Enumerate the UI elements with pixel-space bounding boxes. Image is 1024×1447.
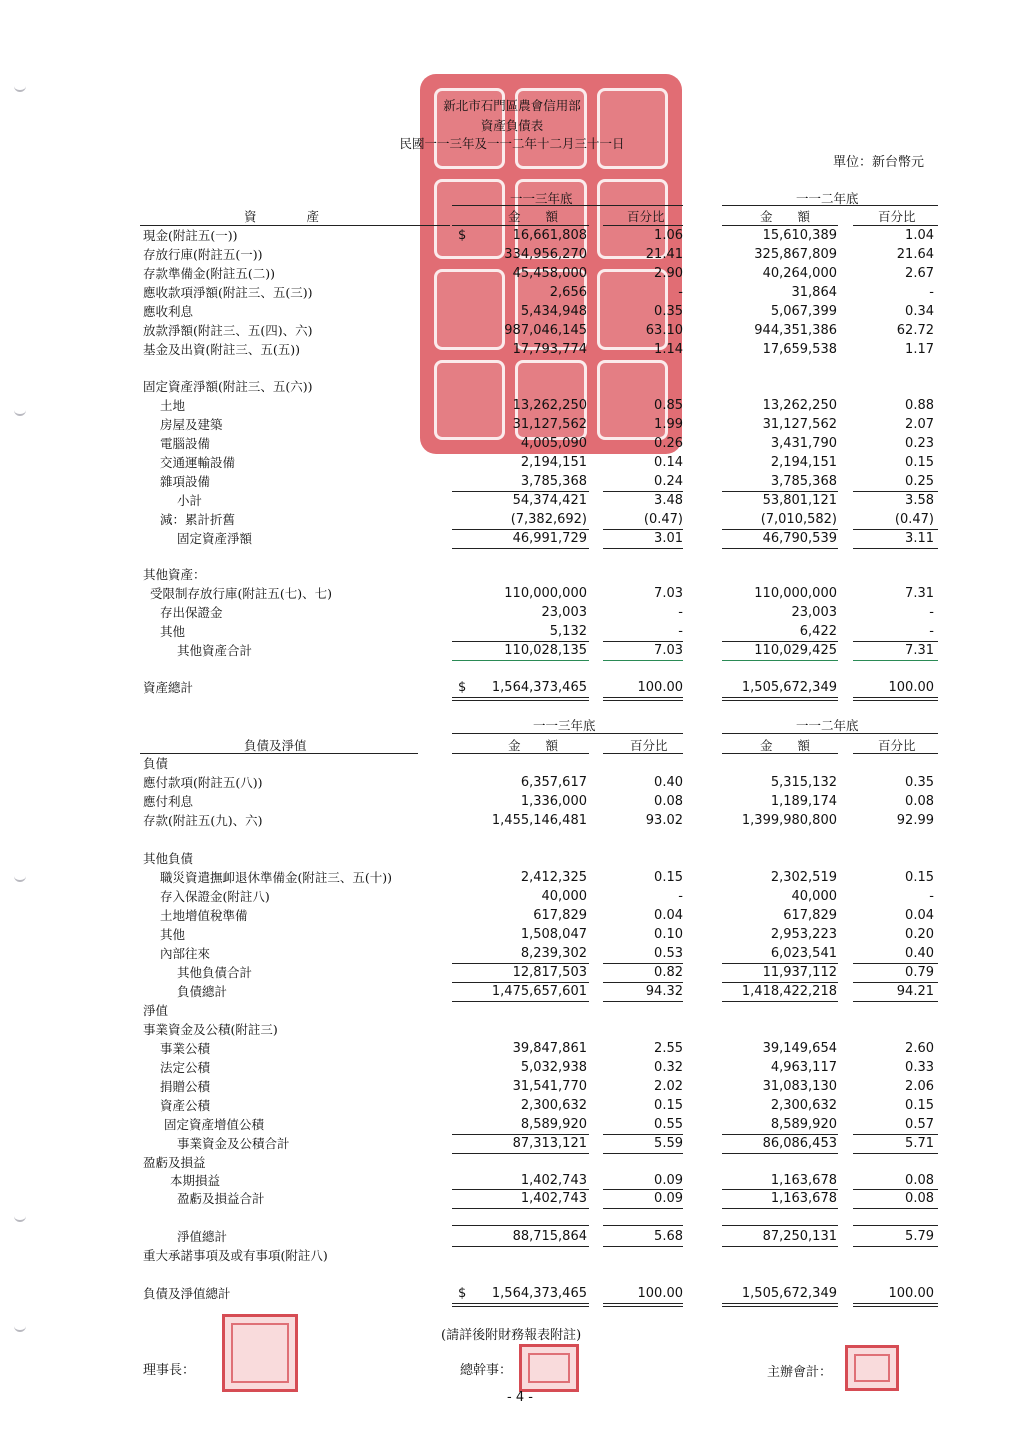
table-row <box>0 283 1024 302</box>
percent-prior: 21.64 <box>896 247 934 262</box>
amount-current: 6,357,617 <box>520 775 587 790</box>
amount-prior: 13,262,250 <box>762 398 837 413</box>
amount-current: 40,000 <box>541 889 587 904</box>
liabilities-title: 負債及淨值 <box>244 738 307 753</box>
table-row <box>0 868 1024 887</box>
row-label: 職災資遣撫卹退休準備金(附註三、五(十)) <box>160 870 393 885</box>
amount-current: (7,382,692) <box>510 512 587 527</box>
notes-reference: (請詳後附財務報表附註) <box>441 1328 582 1343</box>
row-label: 小計 <box>177 493 203 508</box>
row-label: 資產公積 <box>160 1098 211 1113</box>
percent-prior: - <box>929 285 934 300</box>
percent-prior: 92.99 <box>896 813 934 828</box>
amount-prior: 1,189,174 <box>770 794 837 809</box>
amount-prior: 1,418,422,218 <box>741 984 837 999</box>
report-period: 民國一一三年及一一二年十二月三十一日 <box>399 136 625 151</box>
chairman-seal <box>222 1314 298 1392</box>
org-name: 新北市石門區農會信用部 <box>443 98 581 113</box>
amount-prior: 3,431,790 <box>770 436 837 451</box>
amount-current: 334,956,270 <box>504 247 587 262</box>
percent-current: 0.04 <box>654 908 683 923</box>
amount-current: 8,589,920 <box>520 1117 587 1132</box>
percent-current: 3.01 <box>654 531 683 546</box>
percent-prior: 0.15 <box>905 870 934 885</box>
percent-prior: 62.72 <box>896 323 934 338</box>
percent-current: 93.02 <box>645 813 683 828</box>
amount-prior: 1,399,980,800 <box>741 813 837 828</box>
percent-prior: 100.00 <box>888 1286 934 1301</box>
table-row <box>0 792 1024 811</box>
amount-prior: 2,953,223 <box>770 927 837 942</box>
percent-prior: 0.40 <box>905 946 934 961</box>
percent-current: - <box>678 605 683 620</box>
percent-prior: 94.21 <box>896 984 934 999</box>
row-label: 房屋及建築 <box>160 417 223 432</box>
amount-prior: 110,000,000 <box>754 586 837 601</box>
row-label: 事業公積 <box>160 1041 211 1056</box>
amount-prior: 39,149,654 <box>762 1041 837 1056</box>
percent-prior: 7.31 <box>905 643 934 658</box>
percent-prior: 2.67 <box>905 266 934 281</box>
table-row <box>0 1077 1024 1096</box>
accountant-label: 主辦會計： <box>767 1365 833 1380</box>
table-row <box>0 906 1024 925</box>
percent-prior: 2.07 <box>905 417 934 432</box>
percent-prior: 0.04 <box>905 908 934 923</box>
row-label: 淨值總計 <box>177 1229 228 1244</box>
row-label: 應收利息 <box>143 304 194 319</box>
amount-current: 1,336,000 <box>520 794 587 809</box>
amount-current: 23,003 <box>541 605 587 620</box>
table-row <box>0 622 1024 641</box>
amount-current: 39,847,861 <box>512 1041 587 1056</box>
table-row <box>0 302 1024 321</box>
amount-current: 1,475,657,601 <box>491 984 587 999</box>
amount-prior: 46,790,539 <box>762 531 837 546</box>
row-label: 雜項設備 <box>160 474 211 489</box>
row-label: 法定公積 <box>160 1060 211 1075</box>
percent-prior: 0.34 <box>905 304 934 319</box>
percent-current: 100.00 <box>637 680 683 695</box>
row-label: 盈虧及損益合計 <box>177 1191 265 1206</box>
table-row <box>0 1171 1024 1190</box>
row-label: 事業資金及公積合計 <box>177 1136 290 1151</box>
amount-prior: 17,659,538 <box>762 342 837 357</box>
table-row <box>0 584 1024 603</box>
row-label: 其他資產合計 <box>177 643 253 658</box>
table-row <box>0 925 1024 944</box>
table-row <box>0 491 1024 510</box>
row-label: 資產總計 <box>143 680 194 695</box>
amount-prior: 87,250,131 <box>762 1229 837 1244</box>
row-label: 基金及出資(附註三、五(五)) <box>143 342 301 357</box>
section-heading <box>0 754 1024 773</box>
amount-header: 金 額 <box>760 209 811 224</box>
amount-current: 2,194,151 <box>520 455 587 470</box>
percent-current: 0.10 <box>654 927 683 942</box>
table-row <box>0 1284 1024 1303</box>
table-row <box>0 1189 1024 1208</box>
percent-prior: 0.33 <box>905 1060 934 1075</box>
amount-current: 8,239,302 <box>520 946 587 961</box>
amount-current: 1,402,743 <box>520 1191 587 1206</box>
percent-current: 0.15 <box>654 870 683 885</box>
year-prior-header: 一一二年底 <box>796 718 859 733</box>
amount-current: 1,402,743 <box>520 1173 587 1188</box>
percent-current: 0.24 <box>654 474 683 489</box>
percent-current: 5.68 <box>654 1229 683 1244</box>
amount-current: 12,817,503 <box>512 965 587 980</box>
table-row <box>0 226 1024 245</box>
table-row <box>0 1115 1024 1134</box>
percent-current: 2.55 <box>654 1041 683 1056</box>
amount-current: 5,132 <box>549 624 587 639</box>
percent-current: 7.03 <box>654 643 683 658</box>
amount-current: 2,300,632 <box>520 1098 587 1113</box>
amount-prior: 5,315,132 <box>770 775 837 790</box>
amount-current: 1,508,047 <box>520 927 587 942</box>
amount-current: 5,434,948 <box>520 304 587 319</box>
percent-prior: 0.57 <box>905 1117 934 1132</box>
amount-current: 5,032,938 <box>520 1060 587 1075</box>
amount-current: 1,564,373,465 <box>491 1286 587 1301</box>
percent-prior: 100.00 <box>888 680 934 695</box>
amount-header: 金 額 <box>508 738 559 753</box>
table-row <box>0 453 1024 472</box>
row-label: 其他負債 <box>143 851 194 866</box>
percent-current: 94.32 <box>645 984 683 999</box>
amount-prior: 1,163,678 <box>770 1191 837 1206</box>
table-row <box>0 1058 1024 1077</box>
percent-prior: 0.20 <box>905 927 934 942</box>
row-label: 存出保證金 <box>160 605 223 620</box>
accountant-seal <box>845 1345 899 1391</box>
dollar-sign: $ <box>458 228 467 243</box>
section-heading <box>0 1001 1024 1020</box>
percent-header: 百分比 <box>630 738 668 753</box>
percent-current: 21.41 <box>645 247 683 262</box>
percent-prior: 3.11 <box>905 531 934 546</box>
percent-prior: 0.08 <box>905 1173 934 1188</box>
section-heading <box>0 1020 1024 1039</box>
percent-current: 0.85 <box>654 398 683 413</box>
percent-current: 0.40 <box>654 775 683 790</box>
amount-prior: 110,029,425 <box>754 643 837 658</box>
percent-current: 0.26 <box>654 436 683 451</box>
percent-prior: 0.15 <box>905 1098 934 1113</box>
amount-prior: 31,127,562 <box>762 417 837 432</box>
amount-current: 110,000,000 <box>504 586 587 601</box>
amount-header: 金 額 <box>508 209 559 224</box>
section-heading <box>0 1246 1024 1265</box>
percent-current: 2.90 <box>654 266 683 281</box>
row-label: 應付款項(附註五(八)) <box>143 775 263 790</box>
row-label: 存款(附註五(九)、六) <box>143 813 263 828</box>
percent-current: 5.59 <box>654 1136 683 1151</box>
amount-current: 2,412,325 <box>520 870 587 885</box>
percent-current: 0.14 <box>654 455 683 470</box>
amount-current: 54,374,421 <box>512 493 587 508</box>
row-label: 土地增值稅準備 <box>160 908 248 923</box>
amount-current: 31,127,562 <box>512 417 587 432</box>
section-heading <box>0 565 1024 584</box>
percent-prior: 0.15 <box>905 455 934 470</box>
amount-prior: 944,351,386 <box>754 323 837 338</box>
percent-current: 0.08 <box>654 794 683 809</box>
table-row <box>0 434 1024 453</box>
amount-current: 1,564,373,465 <box>491 680 587 695</box>
row-label: 事業資金及公積(附註三) <box>143 1022 278 1037</box>
amount-prior: 3,785,368 <box>770 474 837 489</box>
unit-label: 單位：新台幣元 <box>833 155 925 170</box>
table-row <box>0 963 1024 982</box>
percent-header: 百分比 <box>627 209 665 224</box>
year-current-header: 一一三年底 <box>510 191 573 206</box>
table-row <box>0 1096 1024 1115</box>
amount-prior: 40,264,000 <box>762 266 837 281</box>
row-label: 應付利息 <box>143 794 194 809</box>
amount-prior: 2,300,632 <box>770 1098 837 1113</box>
amount-prior: 23,003 <box>791 605 837 620</box>
percent-current: 0.32 <box>654 1060 683 1075</box>
amount-prior: 6,023,541 <box>770 946 837 961</box>
amount-current: 3,785,368 <box>520 474 587 489</box>
percent-current: - <box>678 889 683 904</box>
percent-current: 0.82 <box>654 965 683 980</box>
amount-prior: 2,194,151 <box>770 455 837 470</box>
percent-prior: 2.06 <box>905 1079 934 1094</box>
percent-current: - <box>678 624 683 639</box>
amount-current: 987,046,145 <box>504 323 587 338</box>
percent-prior: 2.60 <box>905 1041 934 1056</box>
binder-hole <box>14 1320 26 1332</box>
percent-current: - <box>678 285 683 300</box>
row-label: 內部往來 <box>160 946 211 961</box>
percent-prior: 5.71 <box>905 1136 934 1151</box>
amount-current: 45,458,000 <box>512 266 587 281</box>
percent-current: 1.14 <box>654 342 683 357</box>
amount-prior: 325,867,809 <box>754 247 837 262</box>
row-label: 其他負債合計 <box>177 965 253 980</box>
dollar-sign: $ <box>458 680 467 695</box>
table-row <box>0 510 1024 529</box>
table-row <box>0 1039 1024 1058</box>
percent-header: 百分比 <box>878 209 916 224</box>
binder-hole <box>14 1210 26 1222</box>
section-heading <box>0 849 1024 868</box>
amount-current: 1,455,146,481 <box>491 813 587 828</box>
table-row <box>0 944 1024 963</box>
percent-prior: - <box>929 605 934 620</box>
percent-prior: 1.04 <box>905 228 934 243</box>
table-row <box>0 415 1024 434</box>
amount-current: 46,991,729 <box>512 531 587 546</box>
amount-current: 88,715,864 <box>512 1229 587 1244</box>
amount-current: 4,005,090 <box>520 436 587 451</box>
row-label: 現金(附註五(一)) <box>143 228 238 243</box>
amount-prior: 53,801,121 <box>762 493 837 508</box>
binder-hole <box>14 80 26 92</box>
row-label: 捐贈公積 <box>160 1079 211 1094</box>
amount-prior: 31,083,130 <box>762 1079 837 1094</box>
amount-current: 110,028,135 <box>504 643 587 658</box>
row-label: 電腦設備 <box>160 436 211 451</box>
amount-current: 17,793,774 <box>512 342 587 357</box>
amount-prior: 1,505,672,349 <box>741 1286 837 1301</box>
row-label: 存入保證金(附註八) <box>160 889 270 904</box>
table-row <box>0 340 1024 359</box>
percent-current: (0.47) <box>643 512 683 527</box>
row-label: 減：累計折舊 <box>160 512 236 527</box>
chairman-label: 理事長： <box>143 1363 196 1378</box>
amount-prior: 4,963,117 <box>770 1060 837 1075</box>
percent-prior: 0.79 <box>905 965 934 980</box>
table-row <box>0 264 1024 283</box>
amount-current: 16,661,808 <box>512 228 587 243</box>
amount-prior: 31,864 <box>791 285 837 300</box>
percent-current: 0.53 <box>654 946 683 961</box>
general-manager-seal <box>519 1344 579 1392</box>
table-row <box>0 396 1024 415</box>
table-row <box>0 321 1024 340</box>
table-row <box>0 982 1024 1001</box>
row-label: 負債 <box>143 756 169 771</box>
amount-prior: 1,505,672,349 <box>741 680 837 695</box>
row-label: 負債總計 <box>177 984 228 999</box>
year-current-header: 一一三年底 <box>533 718 596 733</box>
amount-header: 金 額 <box>760 738 811 753</box>
page-number: - 4 - <box>507 1390 533 1405</box>
percent-prior: 0.23 <box>905 436 934 451</box>
amount-current: 2,656 <box>549 285 587 300</box>
percent-current: 0.09 <box>654 1191 683 1206</box>
table-row <box>0 773 1024 792</box>
amount-prior: 8,589,920 <box>770 1117 837 1132</box>
table-row <box>0 603 1024 622</box>
amount-prior: 1,163,678 <box>770 1173 837 1188</box>
row-label: 土地 <box>160 398 186 413</box>
percent-current: 7.03 <box>654 586 683 601</box>
amount-current: 617,829 <box>533 908 587 923</box>
table-row <box>0 472 1024 491</box>
row-label: 其他 <box>160 927 186 942</box>
percent-prior: (0.47) <box>894 512 934 527</box>
percent-prior: 3.58 <box>905 493 934 508</box>
amount-prior: (7,010,582) <box>760 512 837 527</box>
row-label: 其他 <box>160 624 186 639</box>
amount-prior: 617,829 <box>783 908 837 923</box>
amount-prior: 11,937,112 <box>762 965 837 980</box>
amount-prior: 15,610,389 <box>762 228 837 243</box>
table-row <box>0 887 1024 906</box>
row-label: 盈虧及損益 <box>143 1155 206 1170</box>
percent-prior: 5.79 <box>905 1229 934 1244</box>
percent-prior: 0.35 <box>905 775 934 790</box>
row-label: 其他資產： <box>143 567 206 582</box>
percent-prior: 0.08 <box>905 794 934 809</box>
amount-prior: 6,422 <box>799 624 837 639</box>
percent-current: 0.35 <box>654 304 683 319</box>
table-row <box>0 678 1024 697</box>
percent-current: 0.15 <box>654 1098 683 1113</box>
table-row <box>0 529 1024 548</box>
percent-prior: 0.08 <box>905 1191 934 1206</box>
amount-prior: 5,067,399 <box>770 304 837 319</box>
percent-prior: 0.88 <box>905 398 934 413</box>
table-row <box>0 1134 1024 1153</box>
percent-current: 100.00 <box>637 1286 683 1301</box>
amount-current: 87,313,121 <box>512 1136 587 1151</box>
percent-current: 0.09 <box>654 1173 683 1188</box>
percent-current: 0.55 <box>654 1117 683 1132</box>
percent-current: 1.06 <box>654 228 683 243</box>
row-label: 應收款項淨額(附註三、五(三)) <box>143 285 313 300</box>
table-row <box>0 641 1024 660</box>
percent-current: 2.02 <box>654 1079 683 1094</box>
row-label: 存款準備金(附註五(二)) <box>143 266 276 281</box>
year-prior-header: 一一二年底 <box>796 191 859 206</box>
percent-prior: - <box>929 624 934 639</box>
percent-prior: 1.17 <box>905 342 934 357</box>
dollar-sign: $ <box>458 1286 467 1301</box>
row-label: 負債及淨值總計 <box>143 1286 231 1301</box>
row-label: 固定資產淨額(附註三、五(六)) <box>143 379 313 394</box>
percent-header: 百分比 <box>878 738 916 753</box>
table-row <box>0 1227 1024 1246</box>
amount-prior: 86,086,453 <box>762 1136 837 1151</box>
table-row <box>0 245 1024 264</box>
percent-prior: 7.31 <box>905 586 934 601</box>
row-label: 本期損益 <box>170 1173 221 1188</box>
percent-current: 1.99 <box>654 417 683 432</box>
row-label: 淨值 <box>143 1003 169 1018</box>
amount-prior: 2,302,519 <box>770 870 837 885</box>
row-label: 受限制存放行庫(附註五(七)、七) <box>150 586 333 601</box>
table-row <box>0 811 1024 830</box>
percent-prior: 0.25 <box>905 474 934 489</box>
assets-title: 資 產 <box>244 209 320 224</box>
amount-prior: 40,000 <box>791 889 837 904</box>
amount-current: 13,262,250 <box>512 398 587 413</box>
row-label: 固定資產淨額 <box>177 531 253 546</box>
row-label: 固定資產增值公積 <box>164 1117 265 1132</box>
section-heading <box>0 1153 1024 1172</box>
general-manager-label: 總幹事： <box>460 1363 513 1378</box>
percent-prior: - <box>929 889 934 904</box>
percent-current: 63.10 <box>645 323 683 338</box>
row-label: 交通運輸設備 <box>160 455 236 470</box>
section-heading <box>0 377 1024 396</box>
percent-current: 3.48 <box>654 493 683 508</box>
row-label: 重大承諾事項及或有事項(附註八) <box>143 1248 328 1263</box>
row-label: 放款淨額(附註三、五(四)、六) <box>143 323 313 338</box>
report-title: 資產負債表 <box>480 118 544 133</box>
row-label: 存放行庫(附註五(一)) <box>143 247 263 262</box>
amount-current: 31,541,770 <box>512 1079 587 1094</box>
